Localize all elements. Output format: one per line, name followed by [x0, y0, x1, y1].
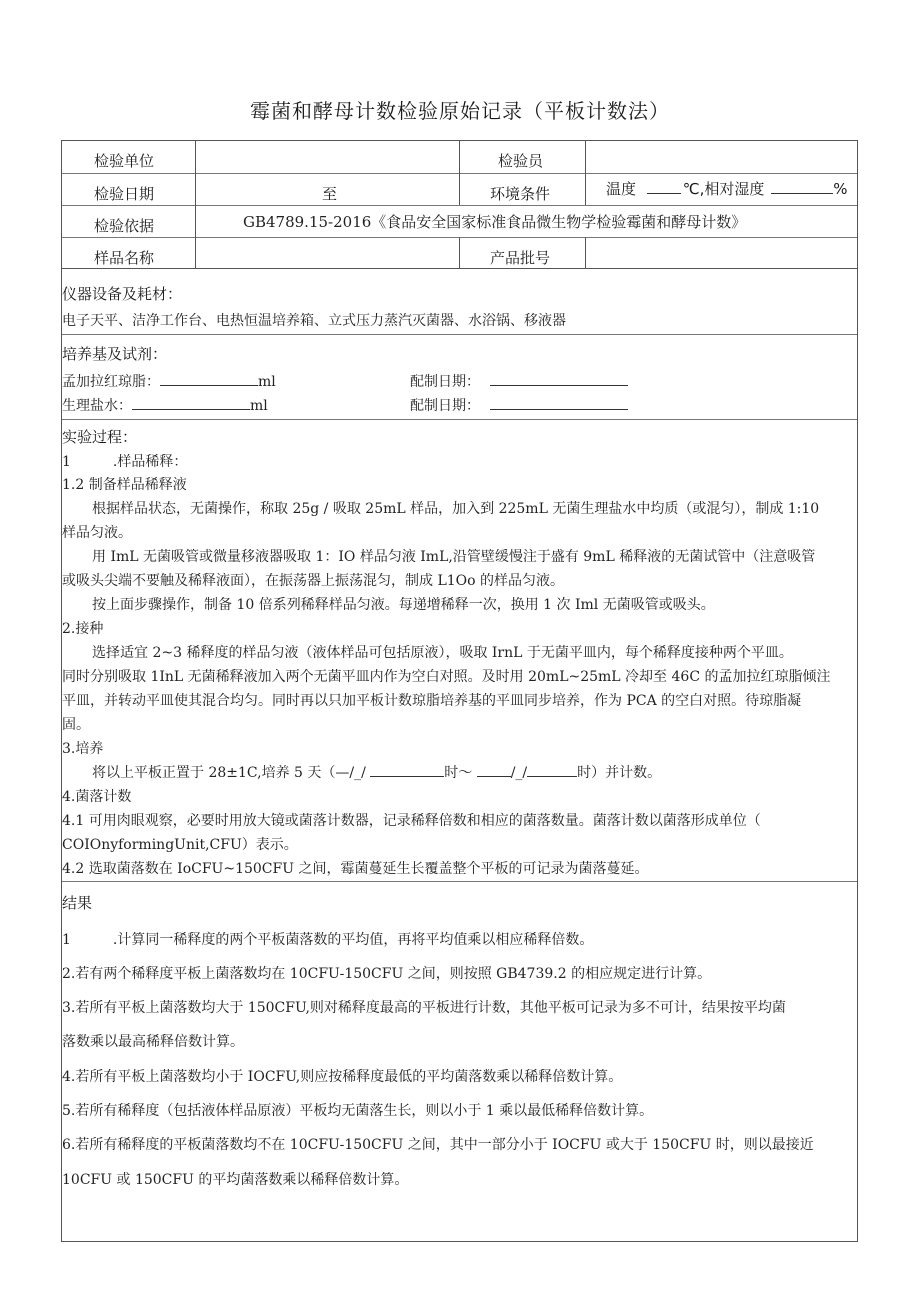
media-date-label: 配制日期：	[410, 398, 480, 414]
col-divider	[195, 141, 196, 205]
record-form	[61, 140, 858, 1242]
media-date-field[interactable]	[490, 395, 628, 410]
inspector-field[interactable]	[592, 150, 852, 170]
procedure-step: 3.培养	[62, 741, 104, 757]
results-heading: 结果	[62, 894, 93, 912]
row-divider	[62, 205, 857, 206]
humidity-label: ℃,相对湿度	[682, 180, 765, 198]
incubation-text: 时）并计数。	[577, 765, 662, 781]
media-volume-field[interactable]	[132, 395, 250, 410]
humidity-field[interactable]	[771, 179, 833, 194]
section-divider	[62, 419, 857, 420]
procedure-text: 根据样品状态，无菌操作，称取 25g / 吸取 25mL 样品，加入到 225mL 无菌生理盐水中均质（或混匀），制成 1:10	[92, 501, 820, 517]
result-rule: 10CFU 或 150CFU 的平均菌落数乘以稀释倍数计算。	[62, 1172, 409, 1188]
col-divider	[459, 237, 460, 268]
col-divider	[585, 237, 586, 268]
incubation-text: 将以上平板正置于 28±1C,培养 5 天（—/_/	[92, 765, 371, 781]
inspection-date-field[interactable]	[202, 179, 452, 201]
col-divider	[459, 141, 460, 205]
batch-no-field[interactable]	[592, 243, 852, 263]
environment-conditions	[606, 178, 847, 199]
procedure-text: 用 ImL 无菌吸管或微量移液器吸取 1：IO 样品匀液 ImL,沿管壁缓慢注于盛有 9mL 稀释液的无菌试管中（注意吸管	[92, 549, 816, 565]
result-rule: 6.若所有稀释度的平板菌落数均不在 10CFU-150CFU 之间，其中一部分小于 IOCFU 或大于 150CFU 时，则以最接近	[62, 1137, 814, 1153]
procedure-step: 1.2 制备样品稀释液	[62, 477, 187, 493]
inspection-unit-label: 检验单位	[94, 152, 155, 170]
result-rule: 3.若所有平板上菌落数均大于 150CFU,则对稀释度最高的平板进行计数，其他平板可记录为多不可计，结果按平均菌	[62, 1000, 786, 1016]
media-unit: ml	[258, 374, 276, 390]
result-rule: 落数乘以最高稀释倍数计算。	[62, 1034, 244, 1050]
media-date	[410, 395, 628, 415]
inspection-date-label: 检验日期	[94, 185, 155, 203]
media-date-field[interactable]	[490, 371, 628, 386]
incubation-end-time-field[interactable]	[527, 762, 577, 777]
page-title: 霉菌和酵母计数检验原始记录（平板计数法）	[250, 99, 670, 123]
temperature-label: 温度	[606, 180, 637, 198]
incubation-line	[62, 762, 661, 782]
result-rule: 2.若有两个稀释度平板上菌落数均在 10CFU-150CFU 之间，则按照 GB4739.2 的相应规定进行计算。	[62, 966, 712, 982]
basis-value: GB4789.15-2016《食品安全国家标准食品微生物学检验霉菌和酵母计数》	[243, 213, 747, 231]
environment-label: 环境条件	[490, 185, 551, 203]
media-row	[62, 395, 268, 415]
row-divider	[62, 268, 857, 269]
incubation-end-date-field[interactable]	[477, 762, 511, 777]
section-divider	[62, 881, 857, 882]
incubation-start-field[interactable]	[370, 762, 444, 777]
media-unit: ml	[250, 398, 268, 414]
procedure-text: 样品匀液。	[62, 525, 132, 541]
date-range-separator: 至	[322, 185, 338, 203]
procedure-text: 同时分别吸取 1InL 无菌稀释液加入两个无菌平皿内作为空白对照。及时用 20mL~25mL 冷却至 46C 的孟加拉红琼脂倾注	[62, 669, 831, 685]
incubation-text: /_/	[510, 765, 528, 781]
sample-name-field[interactable]	[202, 243, 452, 263]
col-divider	[585, 141, 586, 205]
result-rule: 5.若所有稀释度（包括液体样品原液）平板均无菌落生长，则以小于 1 乘以最低稀释倍数计算。	[62, 1103, 654, 1119]
procedure-step: 1 .样品稀释：	[62, 454, 188, 470]
procedure-step: 4.菌落计数	[62, 789, 132, 805]
inspector-label: 检验员	[498, 152, 544, 170]
incubation-text: 时～	[444, 765, 477, 781]
equipment-heading: 仪器设备及耗材：	[62, 285, 183, 303]
inspection-unit-field[interactable]	[202, 150, 452, 170]
media-heading: 培养基及试剂：	[62, 345, 168, 363]
result-rule: 1 .计算同一稀释度的两个平板菌落数的平均值，再将平均值乘以相应稀释倍数。	[62, 932, 594, 948]
humidity-unit: %	[833, 180, 848, 198]
procedure-text: COIOnyformingUnit,CFU）表示。	[62, 837, 298, 853]
temperature-field[interactable]	[647, 179, 681, 194]
col-divider	[195, 237, 196, 268]
media-volume-field[interactable]	[160, 371, 258, 386]
media-name: 生理盐水：	[62, 398, 132, 414]
procedure-text: 选择适宜 2~3 稀释度的样品匀液（液体样品可包括原液），吸取 IrnL 于无菌平皿内，每个稀释度接种两个平皿。	[92, 645, 793, 661]
sample-name-label: 样品名称	[94, 249, 155, 267]
procedure-text: 平皿，并转动平皿使其混合均匀。同时再以只加平板计数琼脂培养基的平皿同步培养，作为 PCA 的空白对照。待琼脂凝	[62, 693, 802, 709]
procedure-heading: 实验过程：	[62, 428, 138, 446]
media-date-label: 配制日期：	[410, 374, 480, 390]
procedure-text: 或吸头尖端不要触及稀释液面），在振荡器上振荡混匀，制成 L1Oo 的样品匀液。	[62, 573, 565, 589]
procedure-text: 4.1 可用肉眼观察，必要时用放大镜或菌落计数器，记录稀释倍数和相应的菌落数量。菌落计数以菌落形成单位（	[62, 813, 761, 829]
batch-no-label: 产品批号	[490, 249, 551, 267]
media-date	[410, 371, 628, 391]
result-rule: 4.若所有平板上菌落数均小于 IOCFU,则应按稀释度最低的平均菌落数乘以稀释倍数计算。	[62, 1069, 623, 1085]
col-divider	[195, 205, 196, 237]
equipment-list: 电子天平、洁净工作台、电热恒温培养箱、立式压力蒸汽灭菌器、水浴锅、移液器	[62, 313, 566, 329]
media-row	[62, 371, 276, 391]
procedure-step: 2.接种	[62, 621, 104, 637]
media-name: 孟加拉红琼脂：	[62, 374, 160, 390]
procedure-text: 按上面步骤操作，制备 10 倍系列稀释样品匀液。每递增稀释一次，换用 1 次 Iml 无菌吸管或吸头。	[92, 597, 715, 613]
section-divider	[62, 334, 857, 335]
procedure-text: 固。	[62, 717, 90, 733]
procedure-text: 4.2 选取菌落数在 IoCFU~150CFU 之间，霉菌蔓延生长覆盖整个平板的可记录为菌落蔓延。	[62, 861, 649, 877]
basis-label: 检验依据	[94, 217, 155, 235]
